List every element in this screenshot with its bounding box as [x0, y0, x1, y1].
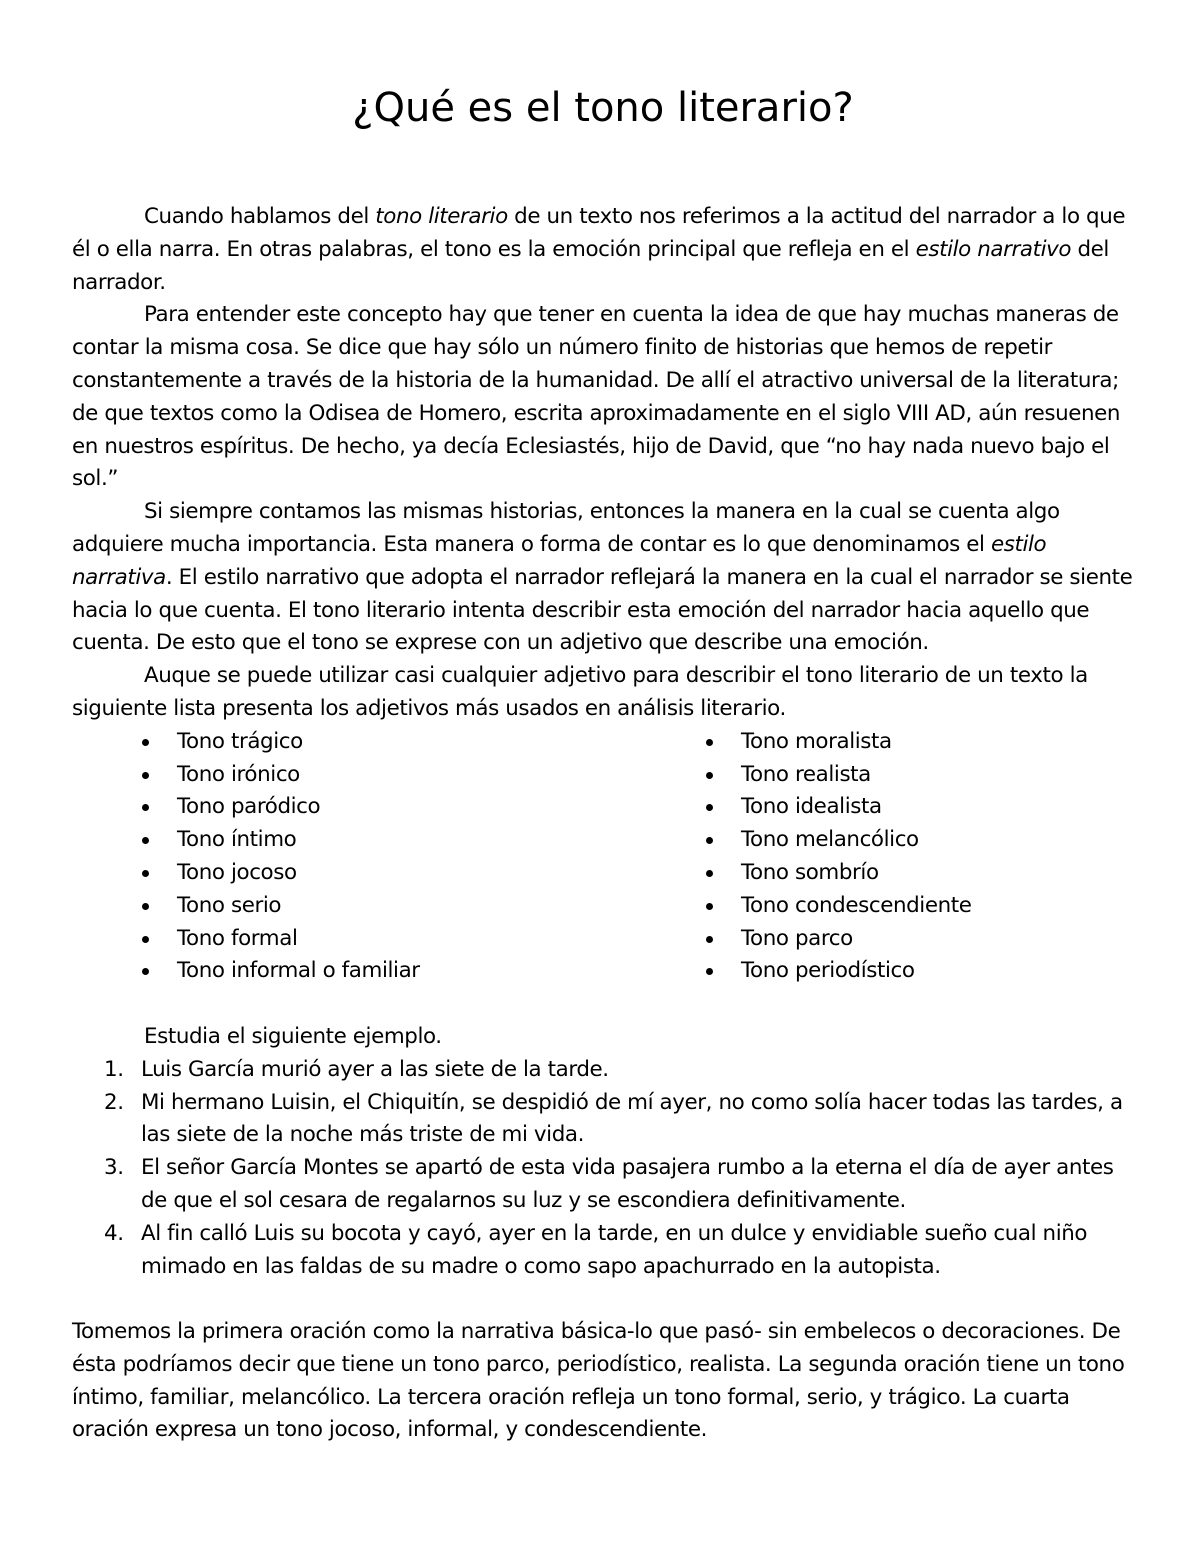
list-number: 3.	[104, 1155, 124, 1181]
paragraph-1-text-a: Cuando hablamos del	[144, 204, 376, 229]
list-item	[72, 1152, 1134, 1218]
term-tono-literario: tono literario	[375, 204, 508, 229]
list-item: Tono íntimo	[72, 824, 636, 857]
list-item: Tono idealista	[636, 791, 1134, 824]
bullet-icon	[142, 968, 149, 975]
paragraph-3-text-a: Si siempre contamos las mismas historias, entonces la manera en la cual se cuenta algo adquiere mucha importancia. Esta manera o forma de contar es lo que denominamos el	[72, 499, 1060, 557]
bullet-icon	[142, 936, 149, 943]
bullet-icon	[142, 903, 149, 910]
bullet-icon	[706, 936, 713, 943]
example-intro: Estudia el siguiente ejemplo.	[144, 1023, 442, 1049]
example-text: Al fin calló Luis su bocota y cayó, ayer en la tarde, en un dulce y envidiable sueño cual niño mimado en las faldas de su madre o como sapo apachurrado en la autopista.	[141, 1220, 1088, 1279]
paragraph-3-text-c: . El estilo narrativo que adopta el narrador reflejará la manera en la cual el narrador se siente hacia lo que cuenta. El tono literario intenta describir esta emoción del narrador hacia aquello que cuenta. De esto que el tono se exprese con un adjetivo que describe una emoción.	[72, 564, 1133, 656]
list-number: 2.	[104, 1089, 124, 1115]
tone-list-columns	[72, 726, 1134, 988]
bullet-icon	[706, 870, 713, 877]
example-list	[72, 1054, 1134, 1284]
bullet-icon	[706, 837, 713, 844]
page-title: ¿Qué es el tono literario?	[352, 85, 854, 131]
bullet-icon	[706, 772, 713, 779]
bullet-icon	[142, 739, 149, 746]
list-item: Tono jocoso	[72, 857, 636, 890]
bullet-icon	[706, 804, 713, 811]
paragraph-1-text-e: del narrador.	[72, 236, 1109, 295]
list-item	[72, 1218, 1134, 1284]
bullet-icon	[706, 968, 713, 975]
list-item	[72, 1054, 1134, 1087]
bullet-icon	[706, 739, 713, 746]
closing-paragraph: Tomemos la primera oración como la narrativa básica-lo que pasó- sin embelecos o decoraciones. De ésta podríamos decir que tiene un tono parco, periodístico, realista. La segunda oración tiene un tono íntimo, familiar, melancólico. La tercera oración refleja un tono formal, serio, y trágico. La cuarta oración expresa un tono jocoso, informal, y condescendiente.	[72, 1319, 1125, 1443]
example-text: Mi hermano Luisin, el Chiquitín, se despidió de mí ayer, no como solía hacer todas las tardes, a las siete de la noche más triste de mi vida.	[141, 1089, 1123, 1148]
list-number: 1.	[104, 1056, 124, 1082]
example-text: Luis García murió ayer a las siete de la tarde.	[141, 1056, 609, 1082]
list-item: Tono sombrío	[636, 857, 1134, 890]
term-estilo-narrativo: estilo narrativo	[915, 236, 1072, 262]
list-item: Tono formal	[72, 923, 636, 956]
list-item: Tono periodístico	[636, 955, 1134, 988]
list-item: Tono paródico	[72, 791, 636, 824]
bullet-icon	[142, 870, 149, 877]
list-item: Tono trágico	[72, 726, 636, 759]
list-item: Tono realista	[636, 759, 1134, 792]
list-item: Tono irónico	[72, 759, 636, 792]
term-estilo-narrativa: estilo narrativa	[72, 531, 1047, 590]
example-text: El señor García Montes se apartó de esta vida pasajera rumbo a la eterna el día de ayer antes de que el sol cesara de regalarnos su luz y se escondiera definitivamente.	[141, 1155, 1114, 1213]
list-item	[72, 1087, 1134, 1153]
paragraph-1	[72, 201, 1134, 299]
tone-list-left	[72, 726, 636, 988]
list-item: Tono moralista	[636, 726, 1134, 759]
paragraph-3	[72, 496, 1134, 660]
bullet-icon	[142, 837, 149, 844]
document-body	[72, 201, 1134, 1447]
list-number: 4.	[104, 1220, 124, 1246]
list-item: Tono condescendiente	[636, 890, 1134, 923]
bullet-icon	[142, 804, 149, 811]
list-item: Tono melancólico	[636, 824, 1134, 857]
paragraph-1-text-c: de un texto nos referimos a la actitud del narrador a lo que él o ella narra. En otras palabras, el tono es la emoción principal que refleja en el	[72, 204, 1126, 262]
bullet-icon	[142, 772, 149, 779]
paragraph-2: Para entender este concepto hay que tener en cuenta la idea de que hay muchas maneras de contar la misma cosa. Se dice que hay sólo un número finito de historias que hemos de repetir constantemente a través de la historia de la humanidad. De allí el atractivo universal de la literatura; de que textos como la Odisea de Homero, escrita aproximadamente en el siglo VIII AD, aún resuenen en nuestros espíritus. De hecho, ya decía Eclesiastés, hijo de David, que “no hay nada nuevo bajo el sol.”	[72, 302, 1121, 492]
tone-list-right	[636, 726, 1134, 988]
paragraph-4: Auque se puede utilizar casi cualquier adjetivo para describir el tono literario de un texto la siguiente lista presenta los adjetivos más usados en análisis literario.	[72, 663, 1088, 721]
list-item: Tono informal o familiar	[72, 955, 636, 988]
bullet-icon	[706, 903, 713, 910]
list-item: Tono parco	[636, 923, 1134, 956]
list-item: Tono serio	[72, 890, 636, 923]
